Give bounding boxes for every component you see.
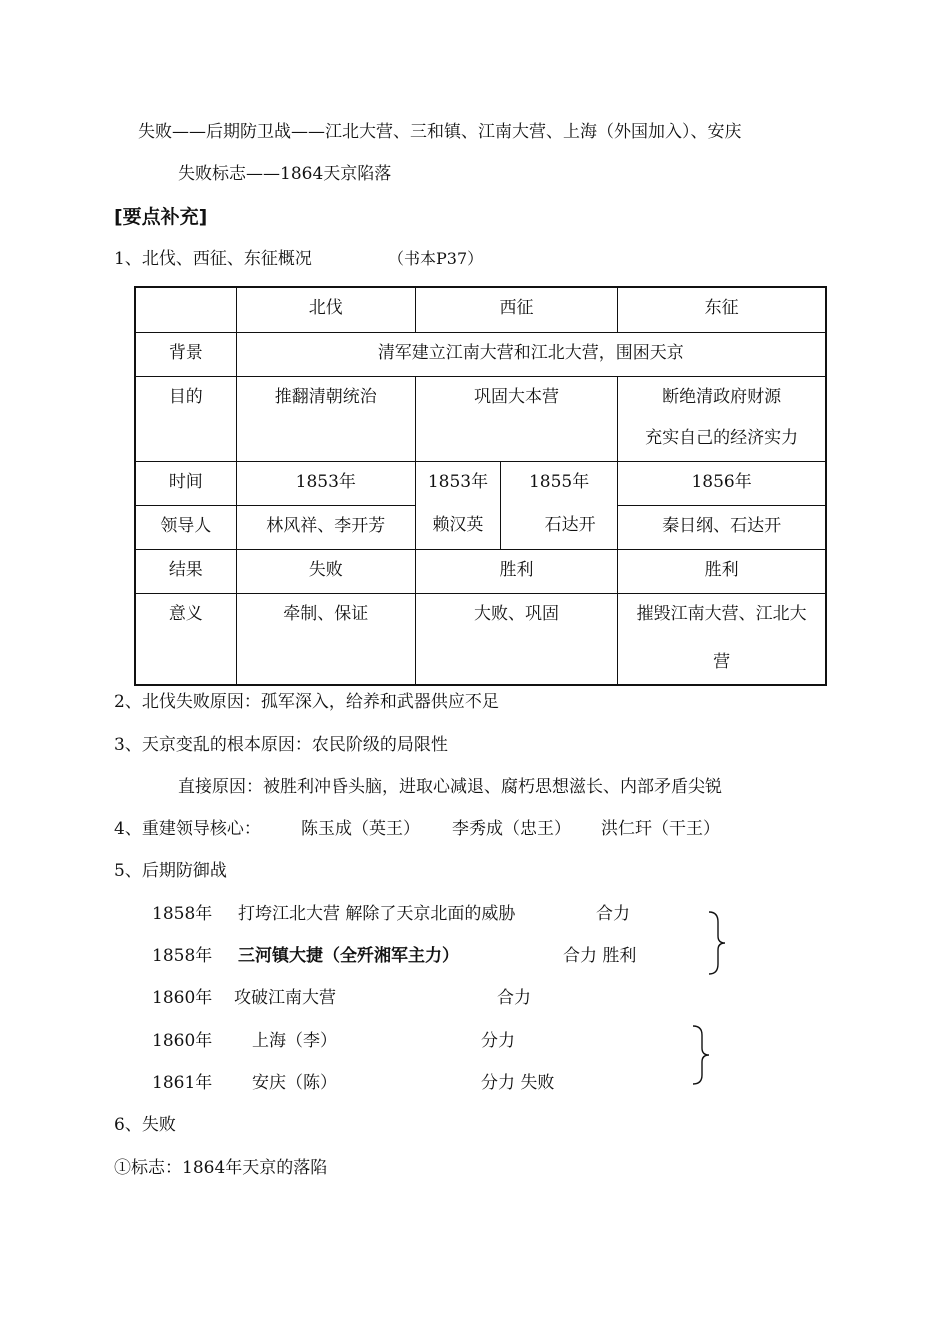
battle-3-force: 合力: [497, 988, 531, 1008]
battle-2-force: 合力 胜利: [563, 946, 637, 966]
purpose-east: [618, 376, 826, 461]
battle-2-event: 三河镇大捷（全歼湘军主力）: [238, 946, 459, 966]
leader-north: 林风祥、李开芳: [236, 505, 415, 549]
table-header-west: 西征: [415, 287, 617, 332]
meaning-east-line-2: 营: [713, 651, 731, 672]
table-header-east: 东征: [618, 287, 826, 332]
row-label-time: 时间: [135, 461, 236, 505]
battle-1-force: 合力: [596, 904, 630, 924]
item-5: 5、后期防御战: [114, 861, 227, 881]
purpose-west: 巩固大本营: [415, 376, 617, 461]
result-east: 胜利: [618, 549, 826, 593]
result-north: 失败: [236, 549, 415, 593]
meaning-north: 牵制、保证: [236, 593, 415, 685]
row-label-purpose: 目的: [135, 376, 236, 461]
section-heading: [要点补充]: [114, 206, 208, 228]
table-corner-cell: [135, 287, 236, 332]
background-cell: 清军建立江南大营和江北大营，围困天京: [236, 332, 826, 376]
purpose-east-line-2: 充实自己的经济实力: [645, 427, 799, 448]
leader-east: 秦日纲、石达开: [618, 505, 826, 549]
result-west: 胜利: [415, 549, 617, 593]
table-row: [135, 461, 826, 505]
west-lai-cell: [415, 461, 500, 549]
row-label-leader: 领导人: [135, 505, 236, 549]
battle-4-year: 1860年: [152, 1031, 213, 1051]
item-2: 2、北伐失败原因：孤军深入，给养和武器供应不足: [114, 692, 499, 712]
meaning-east: [618, 593, 826, 685]
table-row: [135, 332, 826, 376]
battle-4-event: 上海（李）: [252, 1031, 337, 1051]
expedition-table: [134, 286, 827, 686]
time-east: 1856年: [618, 461, 826, 505]
right-brace-icon: [690, 1024, 712, 1086]
item-6-sign: ①标志：1864年天京的落陷: [114, 1158, 328, 1178]
item-4-leader-li: 李秀成（忠王）: [452, 819, 571, 839]
meaning-east-line-1: 摧毁江南大营、江北大: [636, 603, 807, 624]
leader-west-1: 赖汉英: [432, 514, 484, 535]
battle-1-year: 1858年: [152, 904, 213, 924]
item-6: 6、失败: [114, 1115, 176, 1135]
battle-1-event: 打垮江北大营 解除了天京北面的威胁: [238, 904, 516, 924]
battle-3-year: 1860年: [152, 988, 213, 1008]
west-shi-cell: [501, 461, 618, 549]
table-header-north: 北伐: [236, 287, 415, 332]
purpose-north: 推翻清朝统治: [236, 376, 415, 461]
table-row: [135, 549, 826, 593]
row-label-background: 背景: [135, 332, 236, 376]
battle-5-force: 分力 失败: [481, 1073, 555, 1093]
table-row: [135, 593, 826, 685]
battle-5-event: 安庆（陈）: [252, 1073, 337, 1093]
battle-2-year: 1858年: [152, 946, 213, 966]
item-3-direct-cause: 直接原因：被胜利冲昏头脑，进取心减退、腐朽思想滋长、内部矛盾尖锐: [178, 777, 722, 797]
leader-west-2: 石达开: [544, 514, 596, 535]
battle-5-year: 1861年: [152, 1073, 213, 1093]
time-west-2: 1855年: [528, 471, 590, 492]
purpose-east-line-1: 断绝清政府财源: [662, 386, 782, 407]
item-3: 3、天京变乱的根本原因：农民阶级的局限性: [114, 735, 448, 755]
item-1-note: （书本P37）: [388, 249, 484, 268]
intro-line-1: 失败——后期防卫战——江北大营、三和镇、江南大营、上海（外国加入）、安庆: [138, 122, 742, 142]
intro-line-2: 失败标志——1864天京陷落: [178, 164, 392, 184]
item-4-label: 4、重建领导核心：: [114, 819, 261, 839]
meaning-west: 大败、巩固: [415, 593, 617, 685]
row-label-meaning: 意义: [135, 593, 236, 685]
item-4-leader-hong: 洪仁玕（干王）: [601, 819, 720, 839]
item-4-leader-chen: 陈玉成（英王）: [301, 819, 420, 839]
right-brace-icon: [706, 910, 728, 976]
item-1-label: 1、北伐、西征、东征概况: [114, 249, 312, 269]
battle-4-force: 分力: [481, 1031, 515, 1051]
table-row: [135, 287, 826, 332]
time-north: 1853年: [236, 461, 415, 505]
time-west-1: 1853年: [427, 471, 489, 492]
battle-3-event: 攻破江南大营: [234, 988, 336, 1008]
table-row: [135, 376, 826, 461]
row-label-result: 结果: [135, 549, 236, 593]
